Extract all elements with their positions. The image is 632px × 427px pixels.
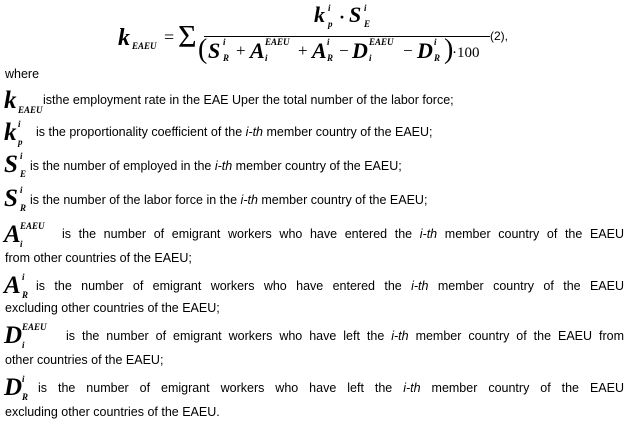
num-dot: · [339,7,346,27]
den-D2: D [417,38,433,63]
den-D2-sup: i [434,37,437,47]
def2-text: is the proportionality coefficient of the i-th member country of the EAEU; [36,125,433,139]
formula-lhs-sub: EAEU [132,41,157,51]
formula-2 [118,2,538,68]
den-A1: A [250,38,265,63]
formula-equals: = [164,27,175,47]
den-A2-sup: i [327,37,330,47]
formula-lhs-k: k [118,25,130,51]
where-label: where [5,67,40,81]
den-S: S [208,38,221,63]
num-S: S [349,2,362,27]
def1-text: isthe employment rate in the EAE Uper the total number of the labor force; [43,93,454,107]
def7-text-line2: other countries of the EAEU; [5,353,164,367]
den-D1-sub: i [369,53,372,63]
den-A2-sub: R [327,53,334,63]
num-k-sub: p [328,19,333,29]
den-A1-sup: EAEU [265,37,290,47]
num-S-sub: E [364,19,371,29]
den-S-sub: R [223,53,230,63]
den-D1-sup: EAEU [369,37,394,47]
def4-text: is the number of the labor force in the i-th member country of the EAEU; [30,193,428,207]
formula-sum: Σ [178,18,197,54]
den-D1: D [352,38,368,63]
def5-text-line2: from other countries of the EAEU; [5,251,192,265]
def4-symbol: S i R [4,185,27,213]
def3-symbol: S i E [4,151,27,179]
def2-symbol: k i p [4,119,23,147]
def6-symbol: A i R [4,272,29,300]
den-close-paren: ) [444,34,454,65]
def7-text-line1: is the number of emigrant workers who have left the i-th member country of the EAEU from [66,329,625,343]
def1-symbol: k EAEU [4,87,43,115]
den-minus-2: − [403,41,413,60]
den-A2: A [312,38,327,63]
den-open-paren: ( [198,34,208,65]
den-plus-1: + [236,41,246,60]
def8-text-line2: excluding other countries of the EAEU. [5,405,220,419]
num-k: k [314,2,325,27]
equation-number: (2), [490,29,508,43]
den-S-sup: i [223,37,226,47]
def6-text-line2: excluding other countries of the EAEU; [5,301,220,315]
def8-symbol: D i R [4,374,29,402]
den-A1-sub: i [265,53,268,63]
def5-symbol: A EAEU i [4,221,45,249]
den-plus-2: + [298,41,308,60]
def6-text-line1: is the number of emigrant workers who have entered the i-th member country of the EAEU [36,279,625,293]
def5-text-line1: is the number of emigrant workers who have entered the i-th member country of the EAEU [62,227,624,241]
def8-text-line1: is the number of emigrant workers who have left the i-th member country of the EAEU [38,381,625,395]
num-k-sup: i [328,3,331,13]
def3-text: is the number of employed in the i-th member country of the EAEU; [30,159,402,173]
den-minus-1: − [339,41,349,60]
num-S-sup: i [364,3,367,13]
def7-symbol: D EAEU i [4,322,47,350]
den-D2-sub: R [434,53,441,63]
den-times-100: ·100 [452,45,480,61]
